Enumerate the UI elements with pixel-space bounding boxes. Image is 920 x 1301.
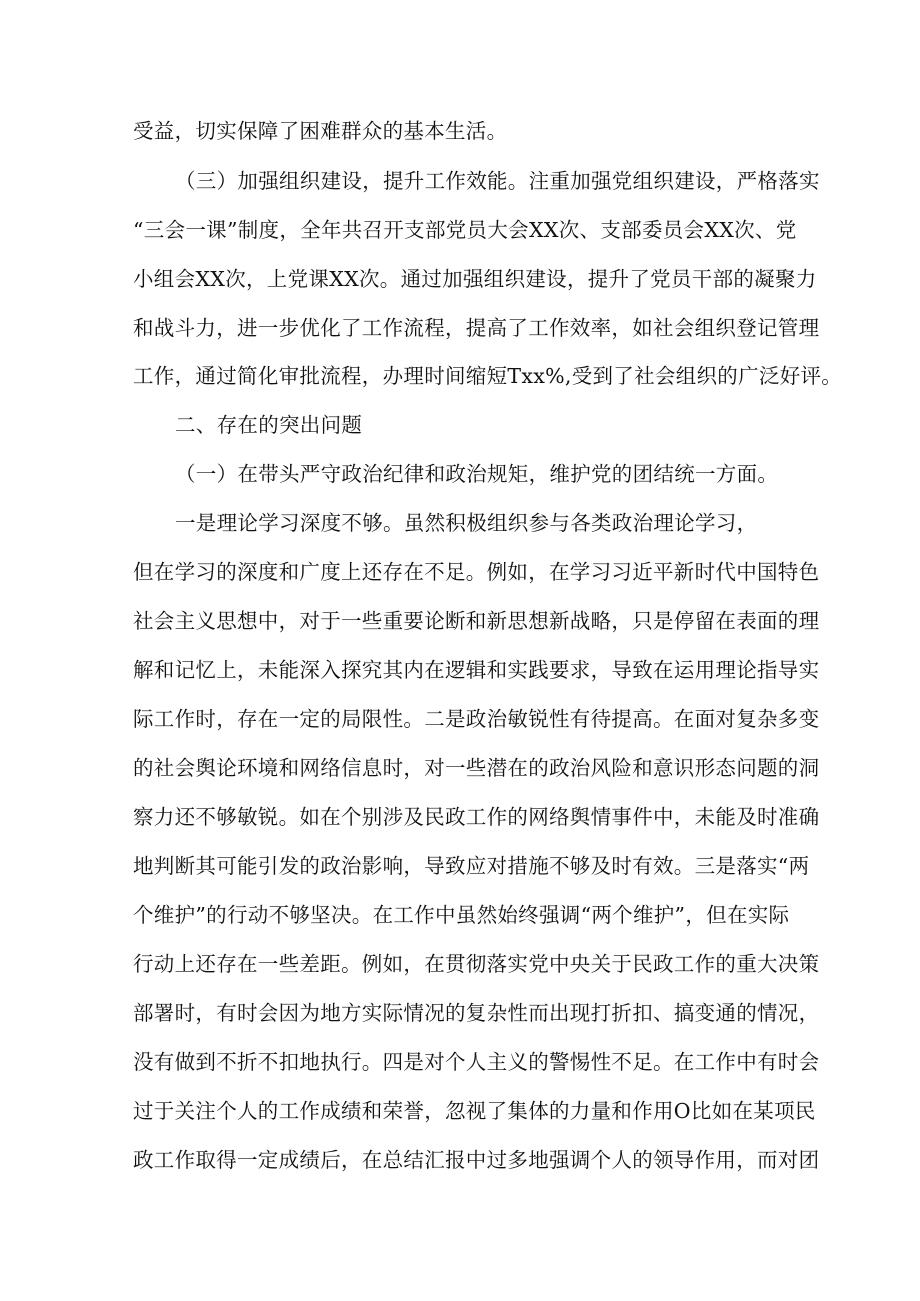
paragraph-line: 政工作取得一定成绩后，在总结汇报中过多地强调个人的领导作用，而对团 bbox=[133, 1148, 820, 1172]
paragraph-line: 部署时，有时会因为地方实际情况的复杂性而出现打折扣、搞变通的情况， bbox=[133, 1001, 820, 1025]
paragraph-line: “三会一课”制度，全年共召开支部党员大会XX次、支部委员会XX次、党 bbox=[133, 218, 797, 242]
paragraph-line: 但在学习的深度和广度上还存在不足。例如，在学习习近平新时代中国特色 bbox=[133, 560, 820, 584]
paragraph-line: 地判断其可能引发的政治影响，导致应对措施不够及时有效。三是落实“两 bbox=[133, 854, 810, 878]
paragraph-line: 社会主义思想中，对于一些重要论断和新思想新战略，只是停留在表面的理 bbox=[133, 609, 820, 633]
paragraph-line: 小组会XX次，上党课XX次。通过加强组织建设，提升了党员干部的凝聚力 bbox=[133, 267, 817, 291]
paragraph-line: 际工作时，存在一定的局限性。二是政治敏锐性有待提高。在面对复杂多变 bbox=[133, 707, 820, 731]
section-heading-3: （三）加强组织建设，提升工作效能。注重加强党组织建设，严格落实 bbox=[175, 169, 820, 193]
section-heading-2: 二、存在的突出问题 bbox=[175, 413, 363, 437]
paragraph-line: 解和记忆上，未能深入探究其内在逻辑和实践要求，导致在运用理论指导实 bbox=[133, 658, 820, 682]
paragraph-line: 没有做到不折不扣地执行。四是对个人主义的警惕性不足。在工作中有时会 bbox=[133, 1050, 820, 1074]
paragraph-line: 和战斗力，进一步优化了工作流程，提高了工作效率，如社会组织登记管理 bbox=[133, 316, 820, 340]
subsection-heading-1: （一）在带头严守政治纪律和政治规矩，维护党的团结统一方面。 bbox=[175, 462, 779, 486]
paragraph-line: 受益，切实保障了困难群众的基本生活。 bbox=[133, 119, 508, 143]
paragraph-line: 行动上还存在一些差距。例如，在贯彻落实党中央关于民政工作的重大决策 bbox=[133, 952, 820, 976]
paragraph-line: 工作，通过简化审批流程，办理时间缩短Txx%,受到了社会组织的广泛好评。 bbox=[133, 364, 843, 388]
paragraph-line: 察力还不够敏锐。如在个别涉及民政工作的网络舆情事件中，未能及时准确 bbox=[133, 805, 820, 829]
paragraph-line: 的社会舆论环境和网络信息时，对一些潜在的政治风险和意识形态问题的洞 bbox=[133, 756, 820, 780]
paragraph-line: 一是理论学习深度不够。虽然积极组织参与各类政治理论学习， bbox=[175, 511, 758, 535]
paragraph-line: 过于关注个人的工作成绩和荣誉，忽视了集体的力量和作用O比如在某项民 bbox=[133, 1099, 816, 1123]
paragraph-line: 个维护”的行动不够坚决。在工作中虽然始终强调“两个维护”，但在实际 bbox=[133, 903, 790, 927]
